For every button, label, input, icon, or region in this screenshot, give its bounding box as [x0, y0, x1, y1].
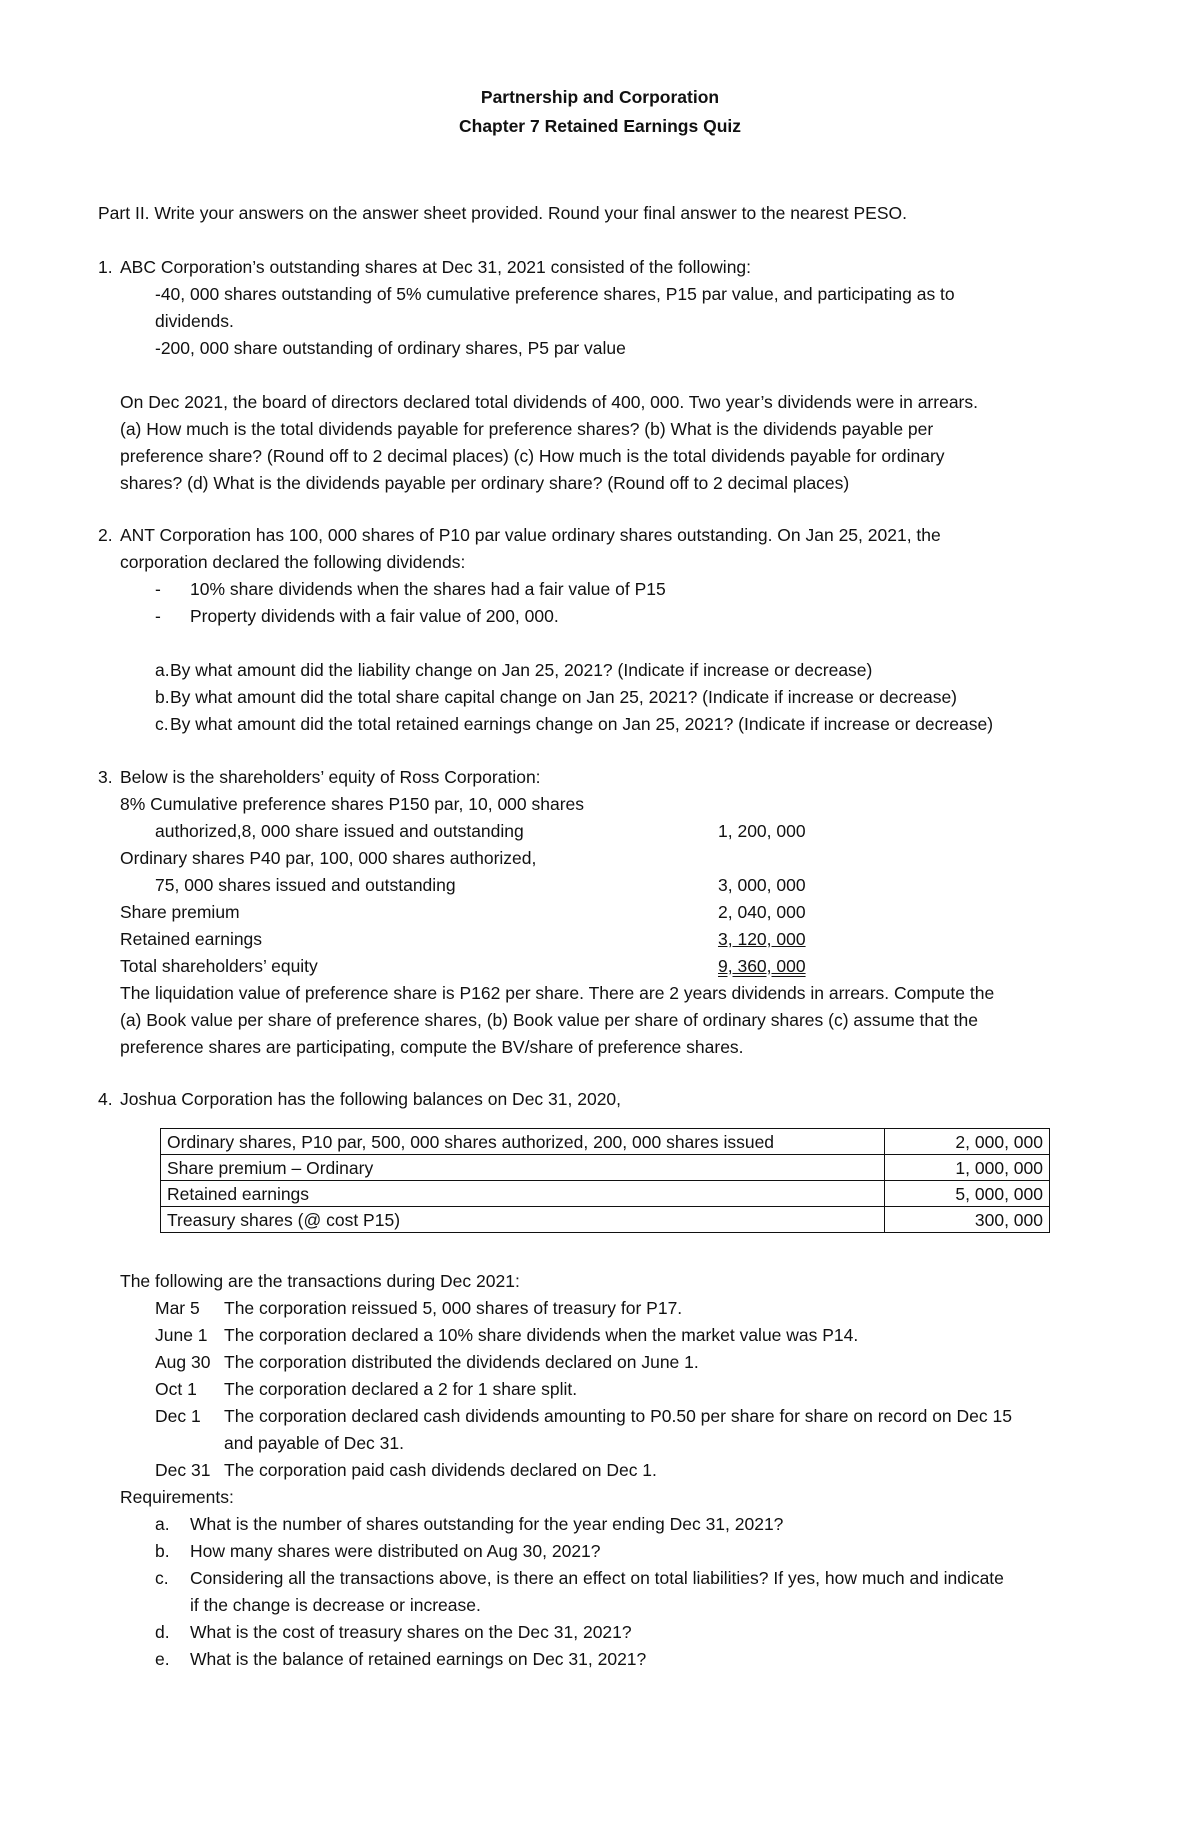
transaction-text: The corporation declared a 10% share dividends when the market value was P14. [224, 1325, 859, 1345]
transaction-date: Dec 31 [155, 1460, 211, 1480]
requirement-text: What is the number of shares outstanding for the year ending Dec 31, 2021? [190, 1514, 784, 1534]
q1-para-line: On Dec 2021, the board of directors declared total dividends of 400, 000. Two year’s dividends were in arrears. [120, 392, 978, 412]
transaction-text: The corporation paid cash dividends declared on Dec 1. [224, 1460, 657, 1480]
q1-para-line: shares? (d) What is the dividends payable per ordinary share? (Round off to 2 decimal places) [120, 473, 850, 493]
requirement-text: What is the balance of retained earnings on Dec 31, 2021? [190, 1649, 647, 1669]
q1-item1-line2: dividends. [155, 311, 234, 331]
table-cell-description: Share premium – Ordinary [161, 1155, 885, 1181]
requirements-label: Requirements: [120, 1487, 234, 1507]
transaction-date: Mar 5 [155, 1298, 200, 1318]
requirement-letter: a. [155, 1514, 170, 1534]
transaction-date: Dec 1 [155, 1406, 201, 1426]
requirement-letter: e. [155, 1649, 170, 1669]
q1-number: 1. [98, 257, 113, 277]
requirement-text: if the change is decrease or increase. [190, 1595, 481, 1615]
transaction-text: The corporation reissued 5, 000 shares of treasury for P17. [224, 1298, 683, 1318]
q2-question-text: By what amount did the liability change on Jan 25, 2021? (Indicate if increase or decrease) [170, 660, 873, 680]
q3-total-amount: 9, 360, 000 [718, 956, 806, 976]
requirement-letter: d. [155, 1622, 170, 1642]
table-cell-amount: 1, 000, 000 [885, 1155, 1050, 1181]
q2-question-letter: b. [155, 687, 170, 707]
table-cell-description: Ordinary shares, P10 par, 500, 000 shares authorized, 200, 000 shares issued [161, 1129, 885, 1155]
q3-total-label: Total shareholders’ equity [120, 956, 318, 976]
q1-intro: ABC Corporation’s outstanding shares at Dec 31, 2021 consisted of the following: [120, 257, 752, 277]
table-cell-description: Retained earnings [161, 1181, 885, 1207]
q2-bullet: 10% share dividends when the shares had a fair value of P15 [190, 579, 666, 599]
transaction-date: June 1 [155, 1325, 208, 1345]
q1-item1-line1: -40, 000 shares outstanding of 5% cumulative preference shares, P15 par value, and participating as to [155, 284, 955, 304]
table-row [161, 1155, 1050, 1181]
q3-para-line: preference shares are participating, compute the BV/share of preference shares. [120, 1037, 744, 1057]
transaction-date: Aug 30 [155, 1352, 211, 1372]
q4-transactions-intro: The following are the transactions during Dec 2021: [120, 1271, 520, 1291]
q3-ord-line1: Ordinary shares P40 par, 100, 000 shares authorized, [120, 848, 537, 868]
document-title: Partnership and Corporation [480, 87, 720, 107]
q2-question-text: By what amount did the total retained earnings change on Jan 25, 2021? (Indicate if increase or decrease) [170, 714, 994, 734]
q3-pref-line2: authorized,8, 000 share issued and outstanding [155, 821, 524, 841]
q3-pref-line1: 8% Cumulative preference shares P150 par, 10, 000 shares [120, 794, 585, 814]
q2-question-letter: a. [155, 660, 170, 680]
requirement-text: What is the cost of treasury shares on the Dec 31, 2021? [190, 1622, 632, 1642]
q3-intro: Below is the shareholders’ equity of Ross Corporation: [120, 767, 541, 787]
q2-intro-line2: corporation declared the following dividends: [120, 552, 466, 572]
q4-number: 4. [98, 1089, 113, 1109]
requirement-letter: c. [155, 1568, 169, 1588]
q2-question-letter: c. [155, 714, 169, 734]
q2-question-text: By what amount did the total share capital change on Jan 25, 2021? (Indicate if increase or decrease) [170, 687, 958, 707]
q3-ord-line2: 75, 000 shares issued and outstanding [155, 875, 456, 895]
table-row [161, 1207, 1050, 1233]
q3-premium-label: Share premium [120, 902, 240, 922]
q3-re-label: Retained earnings [120, 929, 263, 949]
table-row [161, 1129, 1050, 1155]
requirement-letter: b. [155, 1541, 170, 1561]
table-cell-description: Treasury shares (@ cost P15) [161, 1207, 885, 1233]
q3-para-line: (a) Book value per share of preference shares, (b) Book value per share of ordinary shares (c) assume that the [120, 1010, 978, 1030]
q2-bullet: Property dividends with a fair value of 200, 000. [190, 606, 559, 626]
q3-ord-amount: 3, 000, 000 [718, 875, 806, 895]
q1-para-line: preference share? (Round off to 2 decimal places) (c) How much is the total dividends payable for ordinary [120, 446, 945, 466]
q1-item2: -200, 000 share outstanding of ordinary shares, P5 par value [155, 338, 626, 358]
q3-number: 3. [98, 767, 113, 787]
bullet-dash: - [155, 606, 161, 626]
transaction-text: The corporation declared cash dividends amounting to P0.50 per share for share on record on Dec 15 [224, 1406, 1012, 1426]
instructions: Part II. Write your answers on the answer sheet provided. Round your final answer to the nearest PESO. [98, 203, 907, 223]
q1-para-line: (a) How much is the total dividends payable for preference shares? (b) What is the dividends payable per [120, 419, 934, 439]
table-cell-amount: 5, 000, 000 [885, 1181, 1050, 1207]
transaction-date: Oct 1 [155, 1379, 197, 1399]
transaction-text: The corporation distributed the dividends declared on June 1. [224, 1352, 699, 1372]
balances-table [160, 1128, 1050, 1233]
q2-intro-line1: ANT Corporation has 100, 000 shares of P10 par value ordinary shares outstanding. On Jan 25, 2021, the [120, 525, 941, 545]
q3-pref-amount: 1, 200, 000 [718, 821, 806, 841]
requirement-text: How many shares were distributed on Aug 30, 2021? [190, 1541, 601, 1561]
bullet-dash: - [155, 579, 161, 599]
transaction-text: The corporation declared a 2 for 1 share split. [224, 1379, 578, 1399]
q4-intro: Joshua Corporation has the following balances on Dec 31, 2020, [120, 1089, 622, 1109]
table-cell-amount: 300, 000 [885, 1207, 1050, 1233]
q2-number: 2. [98, 525, 113, 545]
transaction-text: and payable of Dec 31. [224, 1433, 404, 1453]
requirement-text: Considering all the transactions above, is there an effect on total liabilities? If yes, how much and indicate [190, 1568, 1004, 1588]
q3-premium-amount: 2, 040, 000 [718, 902, 806, 922]
table-cell-amount: 2, 000, 000 [885, 1129, 1050, 1155]
q3-re-amount: 3, 120, 000 [718, 929, 806, 949]
document-subtitle: Chapter 7 Retained Earnings Quiz [459, 116, 741, 136]
q3-para-line: The liquidation value of preference share is P162 per share. There are 2 years dividends in arrears. Compute the [120, 983, 995, 1003]
table-row [161, 1181, 1050, 1207]
